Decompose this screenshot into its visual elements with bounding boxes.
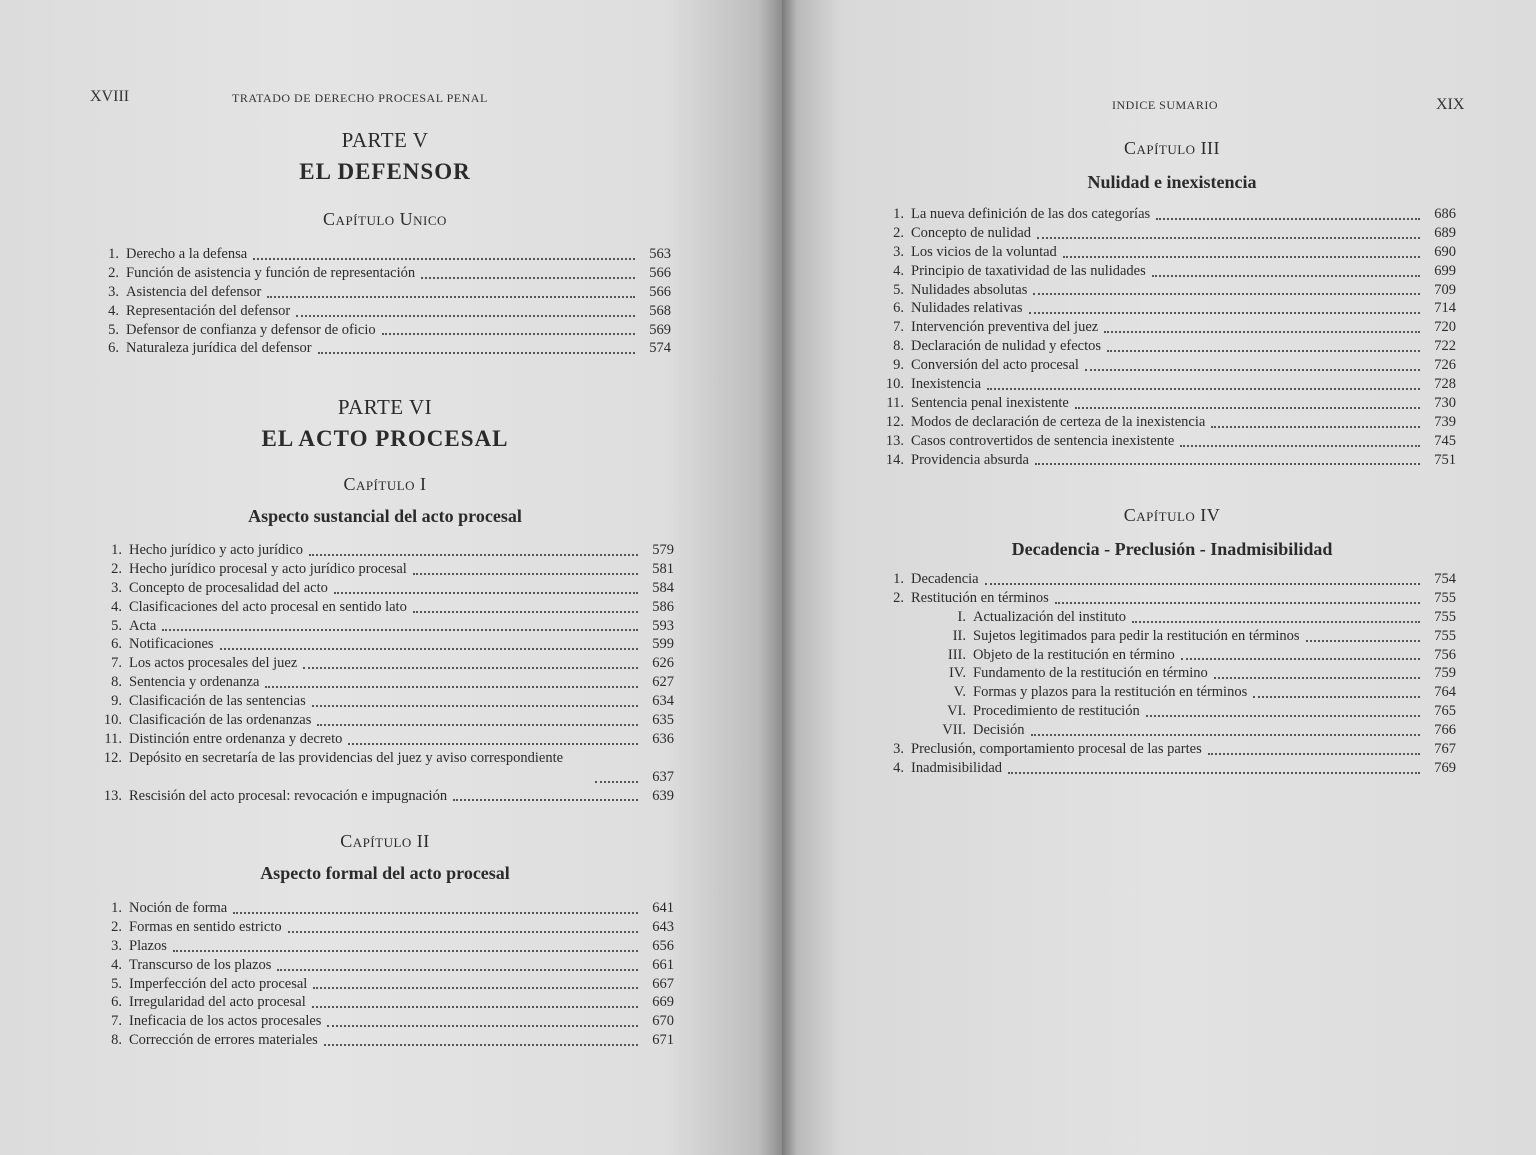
toc-entry-number: 8.	[893, 338, 904, 355]
toc-entry-number: I.	[957, 608, 966, 625]
toc-entry-title: Transcurso de los plazos	[129, 956, 272, 973]
toc-entry-title: Nulidades relativas	[911, 300, 1023, 317]
dot-leader	[312, 703, 638, 707]
dot-leader	[1035, 461, 1420, 465]
dot-leader	[595, 779, 638, 783]
toc-entry-title: Concepto de procesalidad del acto	[129, 579, 328, 596]
toc-entry-page: 745	[1434, 432, 1456, 449]
toc-entry-page: 634	[652, 693, 674, 710]
toc-entry-number: 8.	[111, 674, 122, 691]
chapter-iii-heading	[952, 138, 1392, 193]
toc-entry-number: 11.	[886, 394, 904, 411]
toc-entry-title: Función de asistencia y función de representación	[126, 264, 416, 281]
toc-entry-page: 656	[652, 937, 674, 954]
toc-entry-title: Distinción entre ordenanza y decreto	[129, 730, 343, 747]
toc-entry-number: 3.	[108, 283, 119, 300]
dot-leader	[348, 741, 638, 745]
toc-entry-page: 599	[652, 636, 674, 653]
toc-entry-number: 3.	[893, 243, 904, 260]
toc-entry-page: 755	[1434, 627, 1456, 644]
right-page	[782, 0, 1536, 1155]
toc-entry	[878, 589, 1456, 608]
dot-leader	[303, 665, 638, 669]
toc-entry	[96, 302, 671, 321]
toc-entry-title: Defensor de confianza y defensor de oficio	[126, 321, 376, 338]
toc-entry-title: Providencia absurda	[911, 451, 1029, 468]
toc-entry-page: 626	[652, 655, 674, 672]
toc-entry-title: Formas y plazos para la restitución en términos	[973, 684, 1248, 701]
toc-entry	[878, 205, 1456, 224]
toc-entry-title: Ineficacia de los actos procesales	[129, 1013, 322, 1030]
toc-entry	[878, 608, 1456, 627]
toc-entry-number: 9.	[111, 693, 122, 710]
dot-leader	[220, 646, 638, 650]
toc-entry-number: 6.	[111, 994, 122, 1011]
toc-entry-page: 563	[649, 245, 671, 262]
dot-leader	[453, 797, 638, 801]
toc-entry-title: Procedimiento de restitución	[973, 703, 1140, 720]
dot-leader	[1146, 713, 1420, 717]
toc-entry	[878, 224, 1456, 243]
dot-leader	[296, 313, 635, 317]
toc-entry-title: Imperfección del acto procesal	[129, 975, 308, 992]
toc-entry-page: 569	[649, 321, 671, 338]
toc-entry-page: 661	[652, 956, 674, 973]
dot-leader	[1075, 405, 1420, 409]
toc-entry-number: 7.	[111, 655, 122, 672]
toc-entry-page: 586	[652, 598, 674, 615]
toc-entry-number: 6.	[893, 300, 904, 317]
toc-entry	[878, 702, 1456, 721]
toc-entry-page: 769	[1434, 759, 1456, 776]
parte-v-label: PARTE V	[341, 128, 429, 152]
dot-leader	[421, 275, 635, 279]
chapter-unico-heading	[170, 209, 600, 230]
toc-entry-number: V.	[953, 684, 966, 701]
toc-entry-page: 574	[649, 340, 671, 357]
dot-leader	[1156, 216, 1420, 220]
toc-entry-page: 639	[652, 787, 674, 804]
toc-entry-page: 627	[652, 674, 674, 691]
toc-entry	[878, 721, 1456, 740]
toc-entry-page: 671	[652, 1032, 674, 1049]
toc-list-chapter-iii	[878, 205, 1456, 469]
toc-entry-number: 1.	[893, 205, 904, 222]
toc-entry-number: 1.	[111, 899, 122, 916]
toc-entry	[878, 318, 1456, 337]
toc-entry-number: 1.	[108, 245, 119, 262]
toc-entry	[878, 627, 1456, 646]
chapter-label: Capítulo IV	[1123, 505, 1221, 525]
toc-entry-page: 766	[1434, 722, 1456, 739]
dot-leader	[1107, 348, 1420, 352]
toc-entry-number: 9.	[893, 357, 904, 374]
toc-entry	[96, 749, 674, 787]
toc-entry	[878, 740, 1456, 759]
toc-entry-number: 1.	[111, 541, 122, 558]
toc-entry-title: Conversión del acto procesal	[911, 357, 1079, 374]
toc-entry-page: 689	[1434, 224, 1456, 241]
toc-entry-title: Actualización del instituto	[973, 608, 1127, 625]
dot-leader	[1055, 600, 1420, 604]
dot-leader	[1037, 235, 1420, 239]
toc-entry	[878, 646, 1456, 665]
toc-entry	[96, 975, 674, 994]
toc-entry-title: Depósito en secretaría de las providencias del juez y aviso correspondiente	[129, 749, 564, 766]
toc-entry-number: 10.	[103, 712, 122, 728]
toc-entry-page: 593	[652, 617, 674, 634]
toc-entry	[96, 787, 674, 806]
chapter-title: Decadencia - Preclusión - Inadmisibilidad	[1011, 539, 1333, 559]
toc-entry-page: 759	[1434, 665, 1456, 682]
toc-entry-title: Los vicios de la voluntad	[911, 243, 1057, 260]
toc-entry-page: 720	[1434, 319, 1456, 336]
toc-entry-title: La nueva definición de las dos categorías	[911, 205, 1151, 222]
toc-entry	[878, 451, 1456, 470]
toc-entry-title: Nulidades absolutas	[911, 281, 1028, 298]
toc-entry-page: 635	[652, 712, 674, 728]
toc-entry-page: 670	[652, 1013, 674, 1030]
toc-entry	[878, 281, 1456, 300]
parte-vi-heading	[170, 395, 600, 452]
toc-entry-page: 566	[649, 283, 671, 300]
toc-entry	[878, 356, 1456, 375]
toc-entry-page: 579	[652, 541, 674, 558]
toc-entry-number: 6.	[111, 636, 122, 653]
toc-entry	[878, 683, 1456, 702]
toc-entry-page: 636	[652, 730, 674, 747]
dot-leader	[1033, 291, 1420, 295]
dot-leader	[985, 581, 1420, 585]
toc-entry-page: 730	[1434, 394, 1456, 411]
toc-entry-title: Naturaleza jurídica del defensor	[126, 340, 312, 357]
toc-entry-title: Restitución en términos	[911, 589, 1049, 606]
toc-entry-page: 699	[1434, 262, 1456, 279]
toc-entry-page: 686	[1434, 205, 1456, 222]
toc-entry-page: 714	[1434, 300, 1456, 317]
toc-entry-number: II.	[952, 627, 966, 644]
toc-entry-title: Derecho a la defensa	[126, 245, 248, 262]
toc-entry-page: 726	[1434, 357, 1456, 374]
toc-entry-page: 568	[649, 302, 671, 319]
running-head-right: INDICE SUMARIO	[1112, 98, 1218, 112]
toc-list-parte-v	[96, 245, 671, 358]
toc-entry	[96, 579, 674, 598]
chapter-label: Capítulo I	[343, 474, 427, 494]
dot-leader	[312, 1004, 638, 1008]
dot-leader	[1031, 732, 1420, 736]
toc-entry	[878, 262, 1456, 281]
toc-entry	[96, 654, 674, 673]
toc-entry-page: 566	[649, 264, 671, 281]
toc-entry-page: 667	[652, 975, 674, 992]
toc-entry	[96, 1031, 674, 1050]
dot-leader	[413, 571, 638, 575]
toc-entry-number: 14.	[885, 451, 904, 468]
dot-leader	[1208, 751, 1420, 755]
toc-entry-title: Sentencia y ordenanza	[129, 674, 260, 691]
parte-vi-title: EL ACTO PROCESAL	[261, 426, 509, 451]
toc-entry-title: Decadencia	[911, 570, 979, 587]
toc-entry-number: 4.	[108, 302, 119, 319]
dot-leader	[318, 350, 635, 354]
toc-entry-page: 643	[652, 918, 674, 935]
toc-entry-title: Declaración de nulidad y efectos	[911, 338, 1102, 355]
toc-entry-number: VII.	[942, 722, 966, 739]
toc-entry-number: 6.	[108, 340, 119, 357]
chapter-ii-heading	[170, 831, 600, 884]
toc-entry-number: III.	[947, 646, 966, 663]
toc-entry-number: 5.	[893, 281, 904, 298]
dot-leader	[1180, 443, 1420, 447]
dot-leader	[324, 1042, 638, 1046]
toc-list-chapter-i	[96, 541, 674, 805]
toc-entry-title: Los actos procesales del juez	[129, 655, 298, 672]
toc-entry	[96, 245, 671, 264]
toc-entry-title: Casos controvertidos de sentencia inexistente	[911, 432, 1175, 449]
toc-entry	[96, 937, 674, 956]
toc-entry-title: Acta	[129, 617, 157, 634]
toc-entry	[96, 673, 674, 692]
toc-entry	[96, 993, 674, 1012]
toc-entry-page: 755	[1434, 608, 1456, 625]
dot-leader	[1029, 310, 1420, 314]
dot-leader	[334, 590, 638, 594]
toc-entry	[96, 956, 674, 975]
toc-entry	[878, 299, 1456, 318]
dot-leader	[277, 967, 638, 971]
dot-leader	[1063, 254, 1420, 258]
toc-entry-title: Corrección de errores materiales	[129, 1032, 318, 1049]
chapter-title: Nulidad e inexistencia	[1087, 172, 1257, 192]
dot-leader	[309, 552, 638, 556]
dot-leader	[1253, 694, 1420, 698]
dot-leader	[267, 294, 635, 298]
chapter-label: Capítulo III	[1123, 138, 1221, 158]
toc-entry-number: 2.	[893, 589, 904, 606]
toc-entry-page: 581	[652, 560, 674, 577]
toc-entry	[96, 541, 674, 560]
toc-entry-title: Clasificación de las ordenanzas	[129, 712, 312, 728]
dot-leader	[413, 609, 638, 613]
toc-entry-title: Hecho jurídico y acto jurídico	[129, 541, 303, 558]
toc-entry-title: Representación del defensor	[126, 302, 291, 319]
toc-entry-title: Clasificación de las sentencias	[129, 693, 306, 710]
toc-entry	[96, 264, 671, 283]
toc-entry-number: 5.	[111, 975, 122, 992]
toc-entry	[878, 394, 1456, 413]
toc-entry-title: Inexistencia	[911, 376, 982, 392]
toc-entry	[96, 283, 671, 302]
toc-entry-title: Irregularidad del acto procesal	[129, 994, 306, 1011]
toc-entry-title: Formas en sentido estricto	[129, 918, 282, 935]
toc-entry-number: 13.	[103, 787, 122, 804]
toc-entry	[878, 664, 1456, 683]
toc-entry-number: 11.	[104, 730, 122, 747]
toc-entry	[96, 560, 674, 579]
toc-entry	[96, 321, 671, 340]
toc-entry-number: 2.	[108, 264, 119, 281]
toc-entry	[96, 635, 674, 654]
toc-entry	[878, 375, 1456, 394]
toc-entry-page: 709	[1434, 281, 1456, 298]
chapter-title: Aspecto formal del acto procesal	[260, 863, 510, 883]
dot-leader	[173, 948, 638, 952]
toc-entry-number: 4.	[893, 759, 904, 776]
dot-leader	[382, 331, 635, 335]
toc-entry-number: 13.	[885, 432, 904, 449]
folio-left: XVIII	[90, 88, 130, 105]
toc-entry-title: Hecho jurídico procesal y acto jurídico procesal	[129, 560, 407, 577]
dot-leader	[313, 985, 638, 989]
toc-entry-title: Fundamento de la restitución en término	[973, 665, 1208, 682]
toc-entry-number: 2.	[111, 560, 122, 577]
toc-entry	[96, 617, 674, 636]
toc-entry-page: 641	[652, 899, 674, 916]
toc-entry-number: 3.	[111, 937, 122, 954]
toc-entry-number: VI.	[947, 703, 966, 720]
dot-leader	[162, 627, 638, 631]
toc-entry-title: Notificaciones	[129, 636, 214, 653]
toc-entry	[878, 243, 1456, 262]
chapter-i-heading	[170, 474, 600, 527]
dot-leader	[987, 386, 1420, 390]
chapter-title: Aspecto sustancial del acto procesal	[248, 506, 522, 526]
toc-entry-page: 637	[652, 768, 674, 785]
toc-entry-title: Modos de declaración de certeza de la inexistencia	[911, 413, 1206, 430]
toc-entry-page: 756	[1434, 646, 1456, 663]
parte-v-heading	[170, 128, 600, 185]
toc-entry-number: 1.	[893, 570, 904, 587]
toc-entry-number: 2.	[893, 224, 904, 241]
dot-leader	[1211, 424, 1420, 428]
toc-entry-title: Preclusión, comportamiento procesal de las partes	[911, 741, 1202, 757]
toc-entry-page: 767	[1434, 741, 1456, 757]
toc-entry-page: 739	[1434, 413, 1456, 430]
toc-entry-title: Clasificaciones del acto procesal en sentido lato	[129, 598, 407, 615]
toc-entry	[878, 432, 1456, 451]
toc-entry-title: Noción de forma	[129, 899, 228, 916]
toc-entry-page: 764	[1434, 684, 1456, 701]
chapter-iv-heading	[942, 505, 1402, 560]
dot-leader	[265, 684, 638, 688]
dot-leader	[1181, 656, 1420, 660]
toc-entry-title: Objeto de la restitución en término	[973, 646, 1175, 663]
toc-entry-number: 3.	[893, 741, 904, 757]
chapter-label: Capítulo II	[340, 831, 430, 851]
toc-entry-number: 5.	[111, 617, 122, 634]
dot-leader	[317, 722, 638, 726]
chapter-label: Capítulo Unico	[323, 209, 447, 229]
toc-entry	[96, 1012, 674, 1031]
dot-leader	[1085, 367, 1420, 371]
toc-entry	[96, 918, 674, 937]
toc-entry-page: 728	[1434, 376, 1456, 392]
toc-entry-page: 584	[652, 579, 674, 596]
toc-entry-page: 751	[1434, 451, 1456, 468]
toc-entry-page: 669	[652, 994, 674, 1011]
dot-leader	[233, 910, 638, 914]
toc-entry-number: 4.	[893, 262, 904, 279]
dot-leader	[327, 1023, 638, 1027]
toc-entry-number: 7.	[111, 1013, 122, 1030]
toc-entry-number: 5.	[108, 321, 119, 338]
toc-entry	[878, 413, 1456, 432]
toc-entry-number: 3.	[111, 579, 122, 596]
dot-leader	[1214, 675, 1420, 679]
toc-entry-page: 754	[1434, 570, 1456, 587]
toc-entry-title: Plazos	[129, 937, 167, 954]
toc-entry-title: Asistencia del defensor	[126, 283, 262, 300]
toc-entry-page: 722	[1434, 338, 1456, 355]
toc-entry-title: Inadmisibilidad	[911, 759, 1003, 776]
toc-entry-title: Decisión	[973, 722, 1025, 739]
dot-leader	[1306, 638, 1420, 642]
toc-entry-title: Intervención preventiva del juez	[911, 319, 1099, 336]
toc-entry-page: 690	[1434, 243, 1456, 260]
dot-leader	[1104, 329, 1420, 333]
toc-entry-number: 8.	[111, 1032, 122, 1049]
toc-entry-title: Principio de taxatividad de las nulidades	[911, 262, 1146, 279]
toc-entry-page: 765	[1434, 703, 1456, 720]
toc-entry	[96, 899, 674, 918]
toc-entry-number: 4.	[111, 956, 122, 973]
toc-entry-number: 12.	[885, 413, 904, 430]
toc-entry	[878, 759, 1456, 778]
toc-entry-number: 10.	[885, 376, 904, 392]
dot-leader	[253, 256, 635, 260]
toc-entry-title: Concepto de nulidad	[911, 224, 1032, 241]
toc-entry-number: 4.	[111, 598, 122, 615]
parte-v-title: EL DEFENSOR	[299, 159, 471, 184]
toc-entry	[878, 570, 1456, 589]
toc-entry	[96, 711, 674, 730]
toc-list-chapter-ii	[96, 899, 674, 1050]
toc-entry-number: 2.	[111, 918, 122, 935]
parte-vi-label: PARTE VI	[337, 395, 433, 419]
dot-leader	[1008, 770, 1420, 774]
running-head-left: TRATADO DE DERECHO PROCESAL PENAL	[232, 91, 488, 105]
toc-entry-title: Sujetos legitimados para pedir la restitución en términos	[973, 627, 1300, 644]
toc-entry-title: Rescisión del acto procesal: revocación e impugnación	[129, 787, 448, 804]
dot-leader	[1152, 273, 1420, 277]
toc-entry	[878, 337, 1456, 356]
dot-leader	[288, 929, 638, 933]
toc-entry	[96, 730, 674, 749]
toc-entry	[96, 692, 674, 711]
folio-right: XIX	[1436, 96, 1465, 113]
toc-entry	[96, 339, 671, 358]
toc-entry-title: Sentencia penal inexistente	[911, 394, 1069, 411]
toc-list-chapter-iv	[878, 570, 1456, 778]
toc-entry	[96, 598, 674, 617]
toc-entry-number: 7.	[893, 319, 904, 336]
dot-leader	[1132, 619, 1420, 623]
toc-entry-number: 12.	[103, 749, 122, 766]
toc-entry-number: IV.	[948, 665, 966, 682]
toc-entry-page: 755	[1434, 589, 1456, 606]
